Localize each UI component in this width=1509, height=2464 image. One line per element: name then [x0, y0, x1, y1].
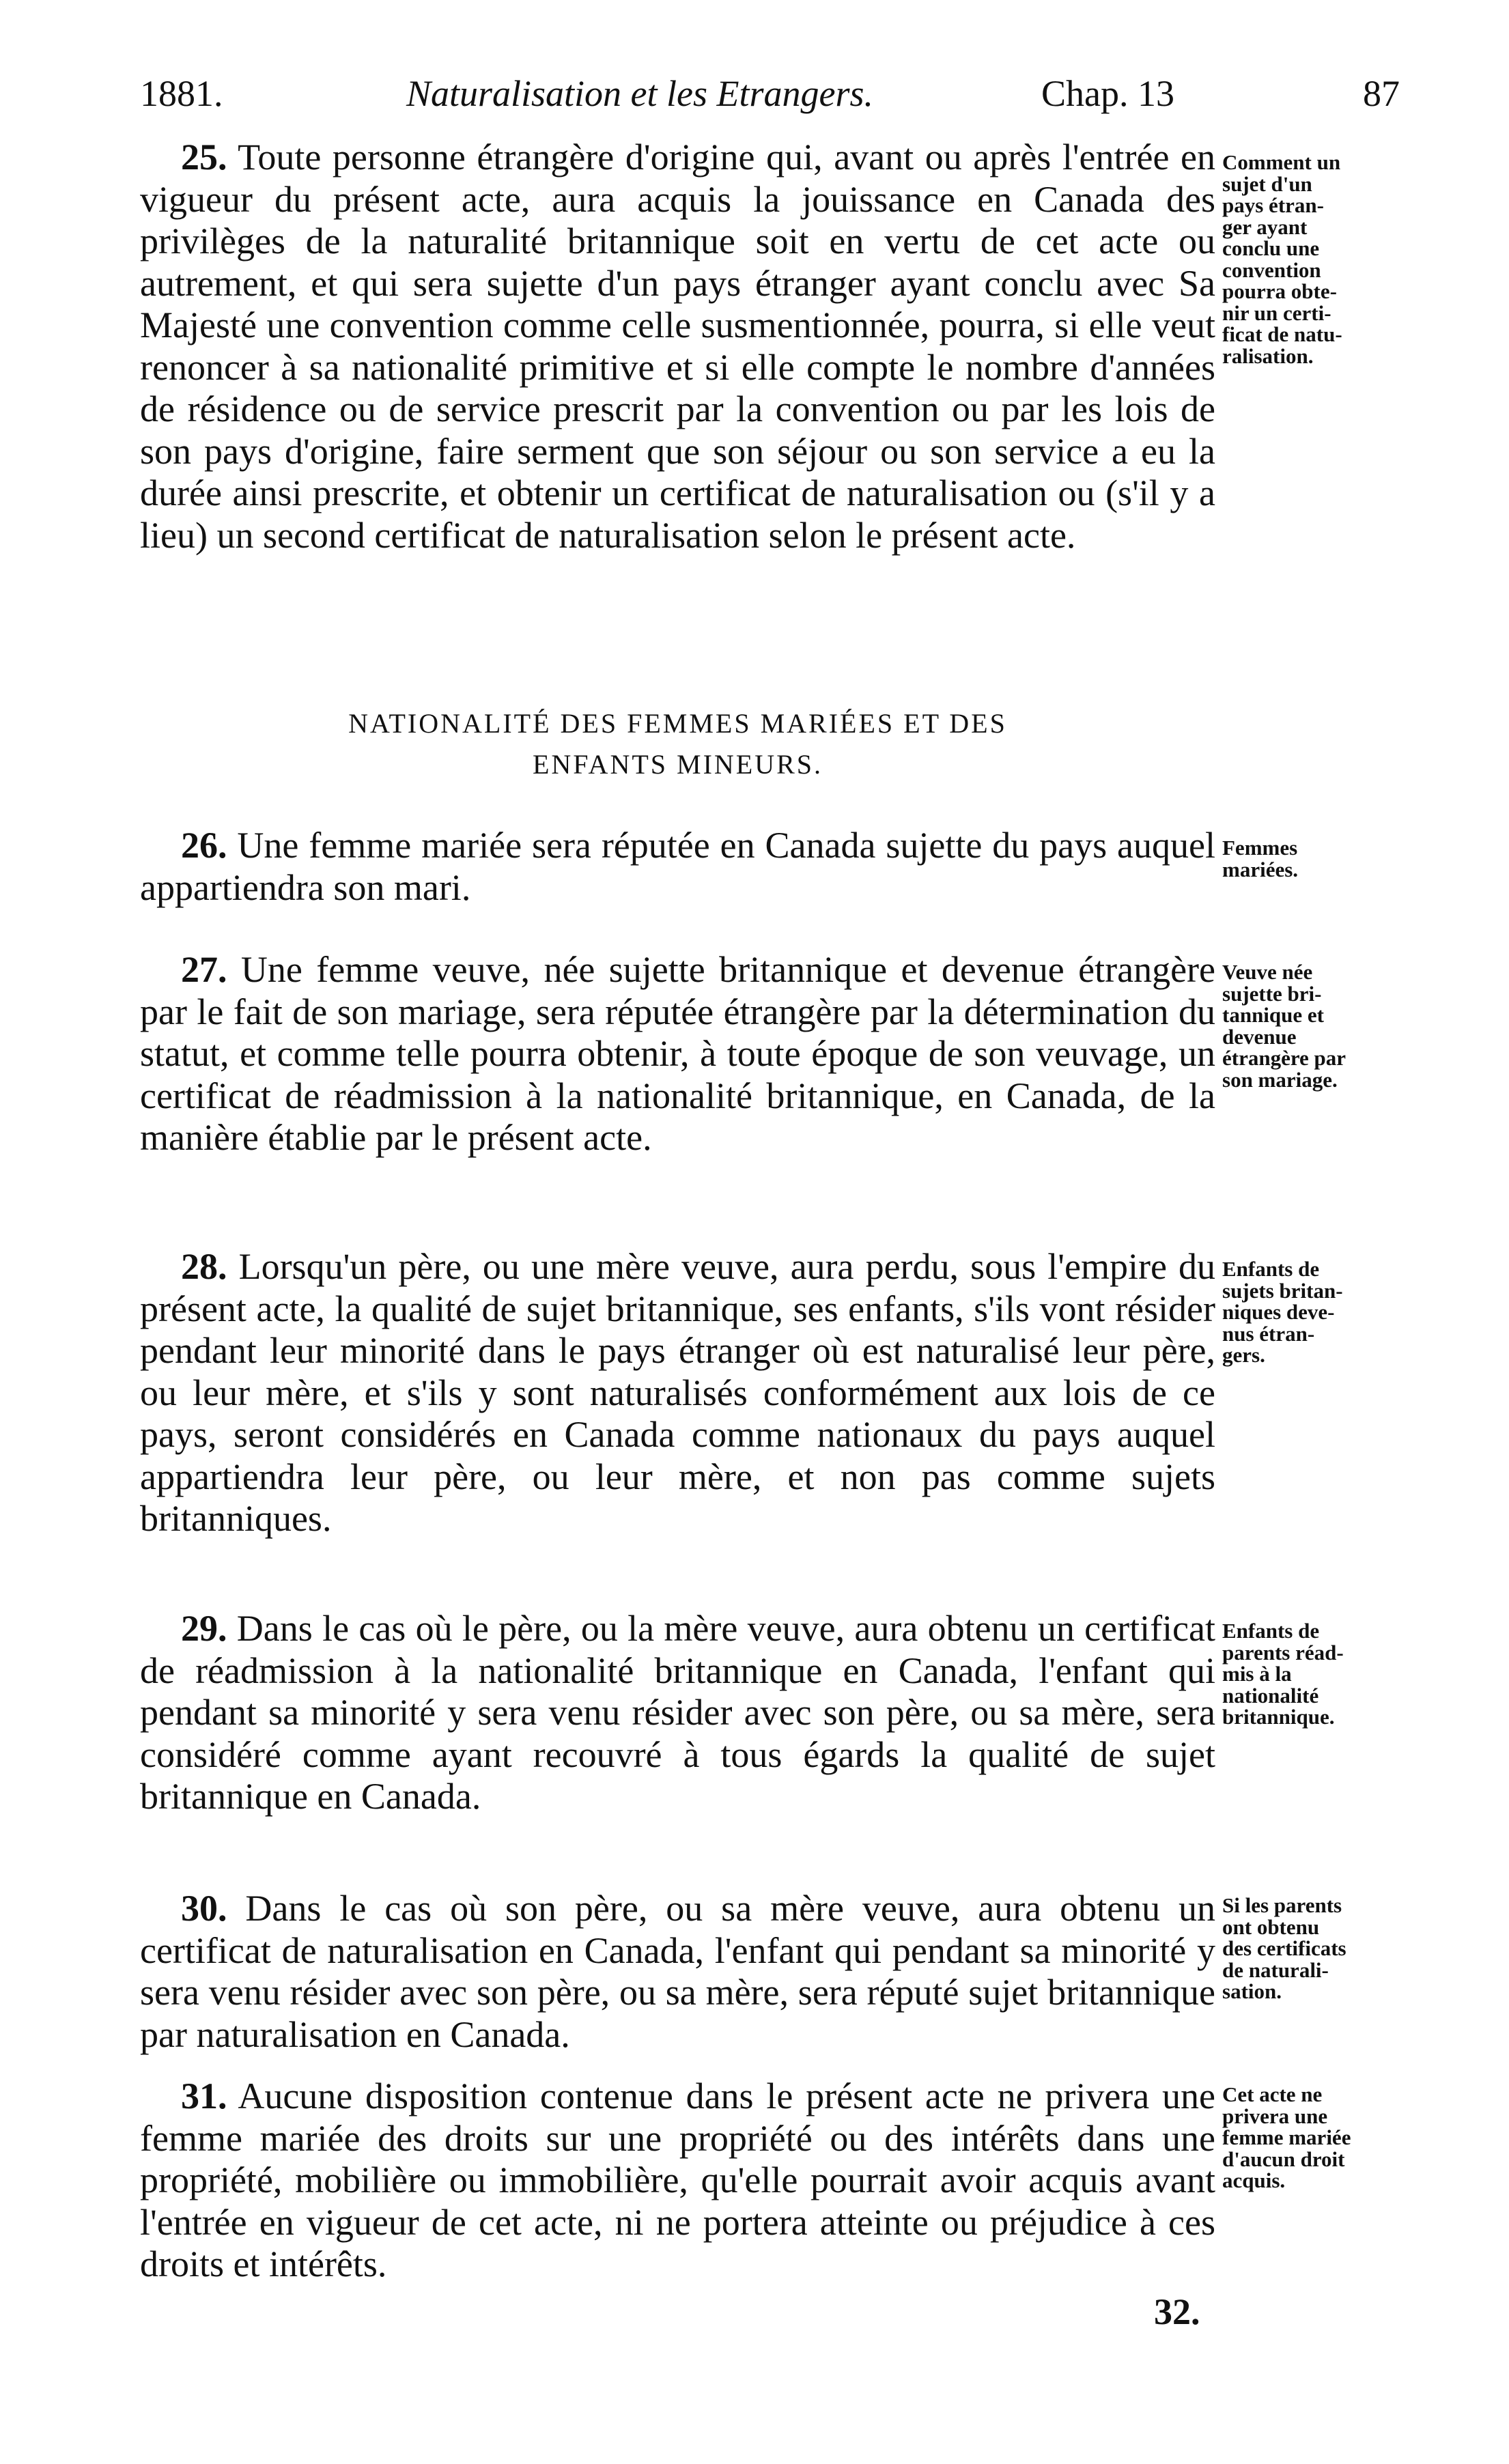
section-text: Aucune disposition contenue dans le présent acte ne privera une femme mariée des droits sur une propriété ou des intérêts dans une propriété, mobilière ou immobilière, qu'elle pourrait avoir acquis avant l'entrée en vigueur de cet acte, ni ne portera atteinte ou préjudice à ces droits et intérêts.: [140, 2076, 1215, 2284]
section-number: 30.: [181, 1888, 227, 1929]
section-30: [140, 1888, 1215, 2056]
heading-line-2: ENFANTS MINEURS.: [532, 749, 823, 780]
margin-note-31: Cet acte ne privera une femme mariée d'aucun droit acquis.: [1222, 2082, 1351, 2192]
running-header: [140, 63, 1400, 124]
margin-note-27: Veuve née sujette bri- tannique et devenue étrangère par son mariage.: [1222, 960, 1346, 1092]
header-title: Naturalisation et les Etrangers.: [406, 73, 874, 114]
section-28: [140, 1246, 1215, 1540]
margin-note-28: Enfants de sujets britan- niques deve- nus étran- gers.: [1222, 1257, 1343, 1367]
section-number: 27.: [181, 949, 227, 990]
section-text: Dans le cas où son père, ou sa mère veuve, aura obtenu un certificat de naturalisation en Canada, l'enfant qui pendant sa minorité y sera venu résider avec son père, ou sa mère, sera réputé sujet britannique par naturalisation en Canada.: [140, 1888, 1216, 2055]
section-text: Toute personne étrangère d'origine qui, avant ou après l'entrée en vigueur du présent acte, aura acquis la jouissance en Canada des privilèges de la naturalité britannique soit en vertu de cet acte ou autrement, et qui sera sujette d'un pays étranger ayant conclu avec Sa Majesté une convention comme celle susmentionnée, pourra, si elle veut renoncer à sa nationalité primitive et si elle compte le nombre d'années de résidence ou de service prescrit par la convention ou par les lois de son pays d'origine, faire serment que son séjour ou son service a eu la durée ainsi prescrite, et obtenir un certificat de naturalisation ou (s'il y a lieu) un second certificat de naturalisation selon le présent acte.: [140, 137, 1216, 556]
section-29: [140, 1608, 1215, 1818]
section-text: Dans le cas où le père, ou la mère veuve, aura obtenu un certificat de réadmission à la nationalité britannique en Canada, l'enfant qui pendant sa minorité y sera venu résider avec son père, ou sa mère, sera considéré comme ayant recouvré à tous égards la qualité de sujet britannique en Canada.: [140, 1608, 1215, 1817]
section-number: 26.: [181, 825, 227, 866]
signature-mark: 32.: [1154, 2291, 1200, 2332]
section-number: 28.: [181, 1246, 227, 1287]
heading-line-1: NATIONALITÉ DES FEMMES MARIÉES ET DES: [348, 708, 1007, 739]
header-year: 1881.: [140, 73, 223, 114]
page-number: 87: [1363, 73, 1400, 114]
section-26: [140, 825, 1215, 909]
section-27: [140, 949, 1215, 1159]
section-number: 29.: [181, 1608, 227, 1649]
section-text: Une femme mariée sera réputée en Canada sujette du pays auquel appartiendra son mari.: [140, 825, 1215, 908]
section-31: [140, 2076, 1215, 2286]
margin-note-29: Enfants de parents réad- mis à la nationalité britannique.: [1222, 1619, 1344, 1729]
margin-note-25: Comment un sujet d'un pays étran- ger ayant conclu une convention pourra obte- nir un certi- ficat de natu- ralisation.: [1222, 150, 1342, 368]
margin-note-30: Si les parents ont obtenu des certificats de naturali- sation.: [1222, 1893, 1346, 2003]
section-text: Lorsqu'un père, ou une mère veuve, aura perdu, sous l'empire du présent acte, la qualité de sujet britannique, ses enfants, s'ils vont résider pendant leur minorité dans le pays étranger où est naturalisé leur père, ou leur mère, et s'ils y sont naturalisés conformément aux lois de ce pays, seront considérés en Canada comme nationaux du pays auquel appartiendra leur père, ou leur mère, et non pas comme sujets britanniques.: [140, 1246, 1215, 1539]
section-text: Une femme veuve, née sujette britannique et devenue étrangère par le fait de son mariage, sera réputée étrangère par la détermination du statut, et comme telle pourra obtenir, à toute époque de son veuvage, un certificat de réadmission à la nationalité britannique, en Canada, de la manière établie par le présent acte.: [140, 949, 1216, 1158]
section-25: [140, 137, 1215, 556]
margin-note-26: Femmes mariées.: [1222, 836, 1299, 881]
section-number: 31.: [181, 2076, 227, 2116]
header-chapter: Chap. 13: [1041, 73, 1174, 114]
section-heading: [140, 703, 1215, 785]
section-number: 25.: [181, 137, 227, 178]
